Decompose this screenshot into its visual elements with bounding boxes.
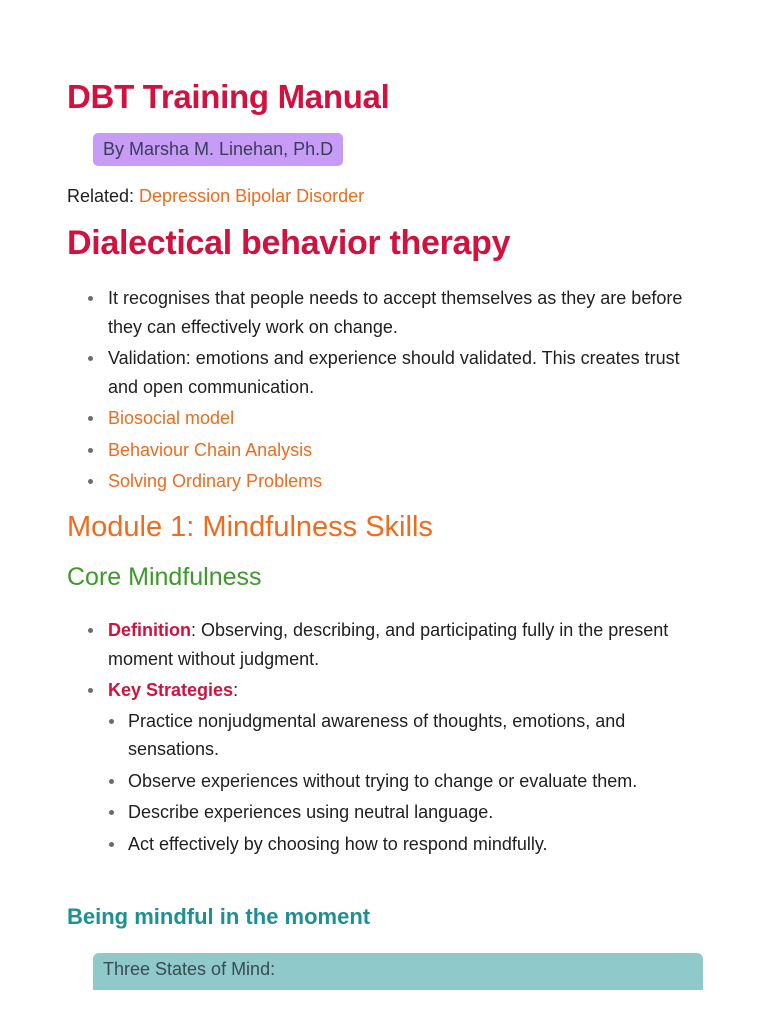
list-item: Act effectively by choosing how to respond mindfully.	[108, 830, 707, 859]
strategies-label: Key Strategies	[108, 680, 234, 700]
therapy-bullet-list	[87, 284, 707, 499]
list-item: Observe experiences without trying to change or evaluate them.	[108, 767, 707, 796]
document-title: DBT Training Manual	[67, 78, 390, 115]
mindful-moment-heading: Being mindful in the moment	[67, 904, 371, 929]
definition-text: : Observing, describing, and participating fully in the present moment without judgment.	[108, 620, 669, 669]
link-biosocial-model[interactable]: Biosocial model	[87, 404, 707, 433]
core-mindfulness-heading: Core Mindfulness	[67, 563, 262, 591]
link-behaviour-chain-analysis[interactable]: Behaviour Chain Analysis	[87, 436, 707, 465]
module-heading: Module 1: Mindfulness Skills	[67, 511, 433, 543]
list-item: Describe experiences using neutral language.	[108, 798, 707, 827]
author-badge: By Marsha M. Linehan, Ph.D	[93, 133, 343, 166]
mindfulness-list	[87, 616, 707, 861]
related-label: Related:	[67, 186, 140, 206]
strategies-sublist	[108, 707, 707, 859]
strategies-item	[87, 676, 707, 858]
therapy-heading: Dialectical behavior therapy	[67, 224, 511, 262]
related-link[interactable]: Depression Bipolar Disorder	[139, 186, 365, 206]
definition-item	[87, 616, 707, 673]
strategies-suffix: :	[233, 680, 239, 700]
callout-box: Three States of Mind:	[93, 953, 703, 990]
definition-label: Definition	[108, 620, 191, 640]
list-item: Practice nonjudgmental awareness of thoughts, emotions, and sensations.	[108, 707, 707, 764]
link-solving-ordinary-problems[interactable]: Solving Ordinary Problems	[87, 467, 707, 496]
related-line	[67, 186, 364, 207]
list-item: Validation: emotions and experience should validated. This creates trust and open communication.	[87, 344, 707, 401]
list-item: It recognises that people needs to accept themselves as they are before they can effectively work on change.	[87, 284, 707, 341]
